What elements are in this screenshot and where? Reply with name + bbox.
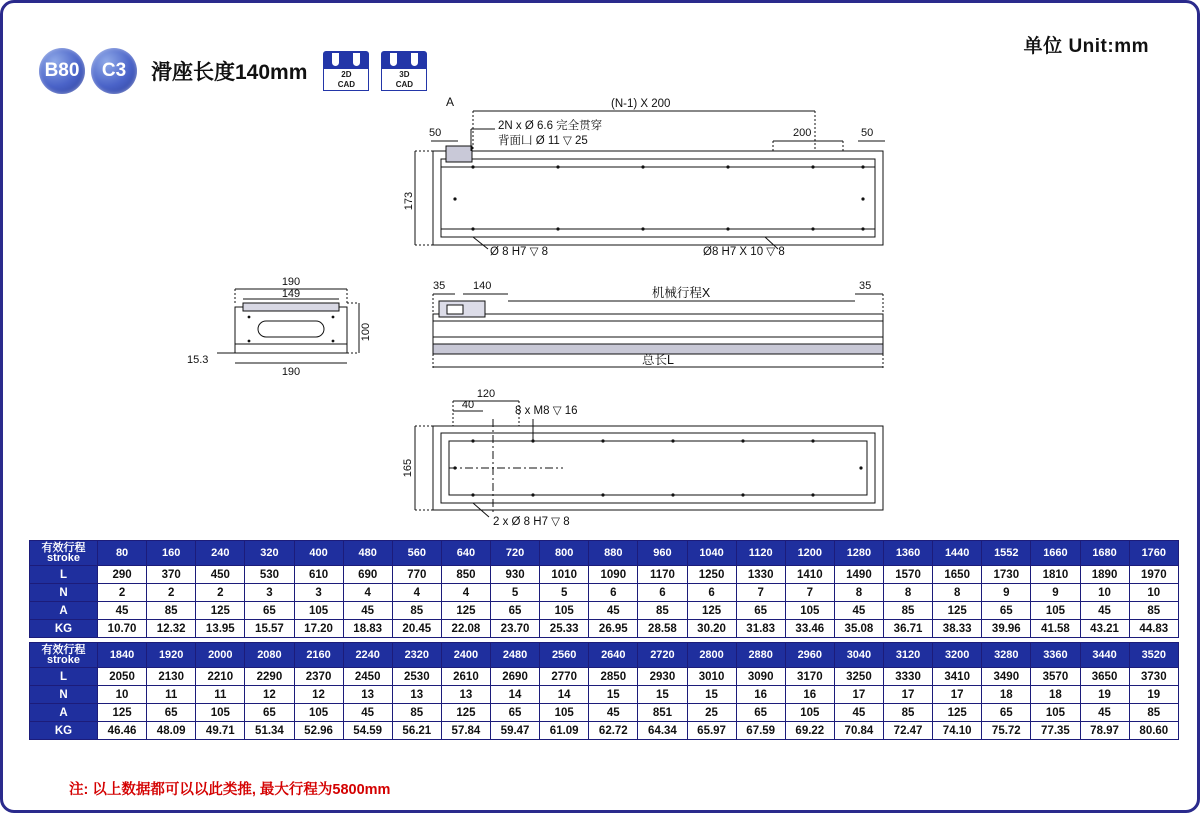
table-cell: 3010 bbox=[687, 668, 736, 686]
table-cell: 2530 bbox=[392, 668, 441, 686]
specification-tables bbox=[29, 540, 1179, 740]
table-cell: 770 bbox=[392, 566, 441, 584]
table-cell: 20.45 bbox=[392, 620, 441, 638]
table-cell: 1810 bbox=[1031, 566, 1080, 584]
label-note-pin: 2 x Ø 8 H7 ▽ 8 bbox=[493, 516, 570, 528]
table-cell: 48.09 bbox=[147, 722, 196, 740]
table-row-stroke-1 bbox=[30, 541, 1179, 566]
table-cell: 13 bbox=[441, 686, 490, 704]
table-cell: 45 bbox=[1080, 602, 1129, 620]
table-cell: 45 bbox=[343, 704, 392, 722]
table-cell: 17 bbox=[933, 686, 982, 704]
table-cell: 2610 bbox=[441, 668, 490, 686]
table-cell: 11 bbox=[196, 686, 245, 704]
label-mechanical-stroke: 机械行程X bbox=[651, 286, 711, 300]
table-cell: 850 bbox=[441, 566, 490, 584]
table-cell: 13.95 bbox=[196, 620, 245, 638]
table-cell: 125 bbox=[441, 602, 490, 620]
table-cell: 1280 bbox=[834, 541, 883, 566]
table-cell: 3090 bbox=[736, 668, 785, 686]
table-cell: 3330 bbox=[884, 668, 933, 686]
table-cell: 17.20 bbox=[294, 620, 343, 638]
table-cell: 3730 bbox=[1129, 668, 1178, 686]
table-cell: 400 bbox=[294, 541, 343, 566]
table-cell: 61.09 bbox=[540, 722, 589, 740]
table-cell: 41.58 bbox=[1031, 620, 1080, 638]
label-dim-120: 120 bbox=[476, 388, 496, 400]
header-badges bbox=[39, 48, 427, 94]
table-cell: 51.34 bbox=[245, 722, 294, 740]
table-cell: 17 bbox=[884, 686, 933, 704]
table-cell: 240 bbox=[196, 541, 245, 566]
label-dim-149: 149 bbox=[281, 288, 301, 300]
table-row-KG-1 bbox=[30, 620, 1179, 638]
table-cell: 12.32 bbox=[147, 620, 196, 638]
table-cell: 3440 bbox=[1080, 643, 1129, 668]
table-cell: 1970 bbox=[1129, 566, 1178, 584]
table-cell: 1890 bbox=[1080, 566, 1129, 584]
table-cell: 3280 bbox=[982, 643, 1031, 668]
table-cell: 10.70 bbox=[98, 620, 147, 638]
table-cell: 49.71 bbox=[196, 722, 245, 740]
table-cell: 18.83 bbox=[343, 620, 392, 638]
cad-3d-icon-top bbox=[381, 51, 427, 68]
table-cell: 2130 bbox=[147, 668, 196, 686]
label-dim-n1x200: (N-1) X 200 bbox=[611, 98, 671, 110]
table-cell: 105 bbox=[294, 602, 343, 620]
table-cell: 36.71 bbox=[884, 620, 933, 638]
table-cell: 3650 bbox=[1080, 668, 1129, 686]
table-cell: 530 bbox=[245, 566, 294, 584]
table-cell: 54.59 bbox=[343, 722, 392, 740]
table-cell: 125 bbox=[687, 602, 736, 620]
table-cell: 18 bbox=[1031, 686, 1080, 704]
table-cell: 3570 bbox=[1031, 668, 1080, 686]
table-cell: 8 bbox=[834, 584, 883, 602]
table-cell: 12 bbox=[294, 686, 343, 704]
label-letter-a: A bbox=[446, 95, 455, 109]
row-label-stroke bbox=[30, 541, 98, 566]
table-cell: 15.57 bbox=[245, 620, 294, 638]
table-cell: 67.59 bbox=[736, 722, 785, 740]
table-cell: 15 bbox=[589, 686, 638, 704]
table-cell: 3520 bbox=[1129, 643, 1178, 668]
table-cell: 1090 bbox=[589, 566, 638, 584]
row-label-a: A bbox=[30, 602, 98, 620]
table-row-L-1 bbox=[30, 566, 1179, 584]
label-dim-190-top: 190 bbox=[281, 276, 301, 288]
table-cell: 65 bbox=[491, 602, 540, 620]
table-cell: 160 bbox=[147, 541, 196, 566]
table-cell: 25 bbox=[687, 704, 736, 722]
table-row-N-1 bbox=[30, 584, 1179, 602]
table-cell: 1010 bbox=[540, 566, 589, 584]
table-cell: 2690 bbox=[491, 668, 540, 686]
table-cell: 65.97 bbox=[687, 722, 736, 740]
table-cell: 57.84 bbox=[441, 722, 490, 740]
table-cell: 125 bbox=[441, 704, 490, 722]
table-row-KG-2 bbox=[30, 722, 1179, 740]
table-cell: 2480 bbox=[491, 643, 540, 668]
table-cell: 1200 bbox=[785, 541, 834, 566]
unit-label: 单位 Unit:mm bbox=[1023, 36, 1149, 57]
table-cell: 2640 bbox=[589, 643, 638, 668]
table-cell: 4 bbox=[441, 584, 490, 602]
table-row-A-1 bbox=[30, 602, 1179, 620]
table-cell: 1410 bbox=[785, 566, 834, 584]
table-cell: 2 bbox=[98, 584, 147, 602]
table-cell: 5 bbox=[491, 584, 540, 602]
table-cell: 12 bbox=[245, 686, 294, 704]
spec-table-block2 bbox=[29, 642, 1179, 740]
table-cell: 2560 bbox=[540, 643, 589, 668]
table-cell: 1040 bbox=[687, 541, 736, 566]
table-cell: 38.33 bbox=[933, 620, 982, 638]
label-note-hole-3: Ø 8 H7 ▽ 8 bbox=[490, 246, 549, 258]
table-cell: 3200 bbox=[933, 643, 982, 668]
table-cell: 45 bbox=[834, 704, 883, 722]
table-cell: 6 bbox=[687, 584, 736, 602]
table-cell: 85 bbox=[884, 704, 933, 722]
table-cell: 3120 bbox=[884, 643, 933, 668]
cad-2d-icon[interactable] bbox=[323, 51, 369, 91]
cad-2d-line2: CAD bbox=[337, 80, 356, 89]
table-cell: 3360 bbox=[1031, 643, 1080, 668]
table-cell: 2080 bbox=[245, 643, 294, 668]
table-cell: 105 bbox=[540, 704, 589, 722]
table-cell: 7 bbox=[785, 584, 834, 602]
technical-drawings bbox=[3, 89, 1200, 534]
label-dim-15-3: 15.3 bbox=[187, 354, 209, 366]
label-note-m8: 8 x M8 ▽ 16 bbox=[515, 405, 578, 417]
footer-note: 注: 以上数据都可以以此类推, 最大行程为5800mm bbox=[69, 782, 391, 798]
table-cell: 3 bbox=[294, 584, 343, 602]
table-cell: 480 bbox=[343, 541, 392, 566]
table-cell: 13 bbox=[392, 686, 441, 704]
stroke-label-en: stroke bbox=[46, 552, 81, 564]
table-cell: 2960 bbox=[785, 643, 834, 668]
table-cell: 15 bbox=[638, 686, 687, 704]
table-cell: 14 bbox=[491, 686, 540, 704]
table-cell: 45 bbox=[589, 602, 638, 620]
spec-table-block1 bbox=[29, 540, 1179, 638]
table-cell: 17 bbox=[834, 686, 883, 704]
table-cell: 85 bbox=[638, 602, 687, 620]
table-cell: 69.22 bbox=[785, 722, 834, 740]
table-cell: 77.35 bbox=[1031, 722, 1080, 740]
table-row-A-2 bbox=[30, 704, 1179, 722]
table-cell: 1650 bbox=[933, 566, 982, 584]
table-cell: 43.21 bbox=[1080, 620, 1129, 638]
table-cell: 65 bbox=[982, 602, 1031, 620]
table-cell: 31.83 bbox=[736, 620, 785, 638]
table-cell: 45 bbox=[343, 602, 392, 620]
label-note-hole-4: Ø8 H7 X 10 ▽ 8 bbox=[703, 246, 785, 258]
row-label-l: L bbox=[30, 566, 98, 584]
table-cell: 16 bbox=[785, 686, 834, 704]
table-cell: 105 bbox=[196, 704, 245, 722]
cad-3d-icon-label bbox=[381, 68, 427, 91]
table-cell: 2770 bbox=[540, 668, 589, 686]
table-row-L-2 bbox=[30, 668, 1179, 686]
table-cell: 930 bbox=[491, 566, 540, 584]
table-cell: 2 bbox=[147, 584, 196, 602]
table-cell: 46.46 bbox=[98, 722, 147, 740]
table-cell: 23.70 bbox=[491, 620, 540, 638]
table-cell: 2160 bbox=[294, 643, 343, 668]
table-cell: 1552 bbox=[982, 541, 1031, 566]
table-cell: 4 bbox=[392, 584, 441, 602]
table-cell: 125 bbox=[933, 704, 982, 722]
stroke-label-en: stroke bbox=[46, 654, 81, 666]
table-cell: 85 bbox=[392, 602, 441, 620]
table-cell: 3410 bbox=[933, 668, 982, 686]
table-cell: 560 bbox=[392, 541, 441, 566]
label-dim-40: 40 bbox=[461, 399, 475, 411]
table-cell: 370 bbox=[147, 566, 196, 584]
table-cell: 1170 bbox=[638, 566, 687, 584]
label-total-length: 总长L bbox=[642, 353, 674, 367]
table-cell: 65 bbox=[491, 704, 540, 722]
table-cell: 3040 bbox=[834, 643, 883, 668]
table-cell: 851 bbox=[638, 704, 687, 722]
label-dim-200: 200 bbox=[793, 127, 812, 139]
table-cell: 105 bbox=[785, 602, 834, 620]
table-cell: 45 bbox=[98, 602, 147, 620]
table-cell: 1730 bbox=[982, 566, 1031, 584]
table-cell: 125 bbox=[98, 704, 147, 722]
table-cell: 33.46 bbox=[785, 620, 834, 638]
table-cell: 125 bbox=[196, 602, 245, 620]
table-cell: 35.08 bbox=[834, 620, 883, 638]
stroke-label-cn: 有效行程 bbox=[41, 542, 86, 554]
table-cell: 56.21 bbox=[392, 722, 441, 740]
table-cell: 690 bbox=[343, 566, 392, 584]
table-cell: 18 bbox=[982, 686, 1031, 704]
table-cell: 74.10 bbox=[933, 722, 982, 740]
table-cell: 2000 bbox=[196, 643, 245, 668]
label-dim-35-right: 35 bbox=[859, 280, 872, 292]
table-cell: 290 bbox=[98, 566, 147, 584]
table-cell: 25.33 bbox=[540, 620, 589, 638]
table-cell: 78.97 bbox=[1080, 722, 1129, 740]
table-cell: 3250 bbox=[834, 668, 883, 686]
table-cell: 2880 bbox=[736, 643, 785, 668]
row-label-n: N bbox=[30, 686, 98, 704]
table-cell: 1330 bbox=[736, 566, 785, 584]
table-cell: 65 bbox=[736, 602, 785, 620]
label-dim-50-right: 50 bbox=[861, 127, 874, 139]
table-cell: 2720 bbox=[638, 643, 687, 668]
table-cell: 2370 bbox=[294, 668, 343, 686]
table-cell: 14 bbox=[540, 686, 589, 704]
table-row-N-2 bbox=[30, 686, 1179, 704]
label-dim-173: 173 bbox=[403, 191, 415, 211]
table-cell: 2050 bbox=[98, 668, 147, 686]
table-cell: 8 bbox=[884, 584, 933, 602]
table-cell: 105 bbox=[1031, 704, 1080, 722]
cad-2d-icon-label bbox=[323, 68, 369, 91]
table-cell: 610 bbox=[294, 566, 343, 584]
table-cell: 62.72 bbox=[589, 722, 638, 740]
table-cell: 65 bbox=[982, 704, 1031, 722]
table-cell: 26.95 bbox=[589, 620, 638, 638]
row-label-a: A bbox=[30, 704, 98, 722]
table-cell: 105 bbox=[785, 704, 834, 722]
table-cell: 105 bbox=[1031, 602, 1080, 620]
label-dim-100: 100 bbox=[360, 322, 372, 342]
table-cell: 30.20 bbox=[687, 620, 736, 638]
cad-2d-line1: 2D bbox=[341, 70, 352, 79]
label-dim-190-bottom: 190 bbox=[281, 366, 301, 378]
drawing-svg bbox=[3, 89, 1200, 534]
table-cell: 6 bbox=[638, 584, 687, 602]
table-cell: 45 bbox=[589, 704, 638, 722]
table-cell: 105 bbox=[540, 602, 589, 620]
table-cell: 2850 bbox=[589, 668, 638, 686]
table-cell: 9 bbox=[1031, 584, 1080, 602]
table-cell: 44.83 bbox=[1129, 620, 1178, 638]
table-cell: 1920 bbox=[147, 643, 196, 668]
table-cell: 85 bbox=[147, 602, 196, 620]
table-cell: 2 bbox=[196, 584, 245, 602]
table-cell: 1840 bbox=[98, 643, 147, 668]
row-label-n: N bbox=[30, 584, 98, 602]
table-cell: 3170 bbox=[785, 668, 834, 686]
stroke-label-cn: 有效行程 bbox=[41, 644, 86, 656]
row-label-kg: KG bbox=[30, 722, 98, 740]
label-dim-165: 165 bbox=[402, 458, 414, 478]
table-cell: 16 bbox=[736, 686, 785, 704]
table-cell: 45 bbox=[834, 602, 883, 620]
table-cell: 85 bbox=[1129, 602, 1178, 620]
cad-3d-line1: 3D bbox=[399, 70, 410, 79]
table-cell: 2290 bbox=[245, 668, 294, 686]
table-cell: 80.60 bbox=[1129, 722, 1178, 740]
table-cell: 10 bbox=[98, 686, 147, 704]
table-cell: 880 bbox=[589, 541, 638, 566]
table-cell: 65 bbox=[147, 704, 196, 722]
table-cell: 72.47 bbox=[884, 722, 933, 740]
table-cell: 52.96 bbox=[294, 722, 343, 740]
table-cell: 70.84 bbox=[834, 722, 883, 740]
table-cell: 5 bbox=[540, 584, 589, 602]
model-description: 滑座长度140mm bbox=[151, 61, 308, 84]
table-cell: 22.08 bbox=[441, 620, 490, 638]
table-cell: 9 bbox=[982, 584, 1031, 602]
table-cell: 2800 bbox=[687, 643, 736, 668]
model-badge-c3: C3 bbox=[91, 48, 137, 94]
table-cell: 39.96 bbox=[982, 620, 1031, 638]
table-cell: 1680 bbox=[1080, 541, 1129, 566]
label-dim-50-left: 50 bbox=[429, 127, 442, 139]
table-cell: 4 bbox=[343, 584, 392, 602]
table-cell: 10 bbox=[1080, 584, 1129, 602]
table-cell: 1250 bbox=[687, 566, 736, 584]
label-dim-140: 140 bbox=[473, 280, 492, 292]
table-cell: 450 bbox=[196, 566, 245, 584]
table-cell: 2450 bbox=[343, 668, 392, 686]
row-label-kg: KG bbox=[30, 620, 98, 638]
table-cell: 800 bbox=[540, 541, 589, 566]
table-cell: 640 bbox=[441, 541, 490, 566]
table-cell: 1760 bbox=[1129, 541, 1178, 566]
table-cell: 45 bbox=[1080, 704, 1129, 722]
table-cell: 320 bbox=[245, 541, 294, 566]
cad-download-icons bbox=[323, 51, 427, 91]
label-note-hole-2: 背面凵 Ø 11 ▽ 25 bbox=[498, 135, 588, 147]
table-cell: 85 bbox=[392, 704, 441, 722]
table-cell: 7 bbox=[736, 584, 785, 602]
table-cell: 80 bbox=[98, 541, 147, 566]
row-label-stroke bbox=[30, 643, 98, 668]
table-cell: 65 bbox=[245, 602, 294, 620]
table-cell: 2210 bbox=[196, 668, 245, 686]
table-cell: 3490 bbox=[982, 668, 1031, 686]
table-cell: 1570 bbox=[884, 566, 933, 584]
table-cell: 85 bbox=[884, 602, 933, 620]
table-cell: 1490 bbox=[834, 566, 883, 584]
table-cell: 125 bbox=[933, 602, 982, 620]
table-cell: 960 bbox=[638, 541, 687, 566]
table-cell: 19 bbox=[1080, 686, 1129, 704]
table-cell: 2240 bbox=[343, 643, 392, 668]
table-cell: 13 bbox=[343, 686, 392, 704]
cad-3d-icon[interactable] bbox=[381, 51, 427, 91]
table-cell: 2320 bbox=[392, 643, 441, 668]
table-cell: 28.58 bbox=[638, 620, 687, 638]
table-cell: 1660 bbox=[1031, 541, 1080, 566]
cad-2d-icon-top bbox=[323, 51, 369, 68]
table-cell: 2400 bbox=[441, 643, 490, 668]
table-cell: 65 bbox=[736, 704, 785, 722]
table-cell: 105 bbox=[294, 704, 343, 722]
table-cell: 75.72 bbox=[982, 722, 1031, 740]
table-cell: 1120 bbox=[736, 541, 785, 566]
table-cell: 3 bbox=[245, 584, 294, 602]
table-cell: 6 bbox=[589, 584, 638, 602]
table-cell: 85 bbox=[1129, 704, 1178, 722]
label-note-hole-1: 2N x Ø 6.6 完全贯穿 bbox=[498, 120, 603, 132]
table-cell: 64.34 bbox=[638, 722, 687, 740]
cad-3d-line2: CAD bbox=[395, 80, 414, 89]
table-cell: 65 bbox=[245, 704, 294, 722]
table-cell: 19 bbox=[1129, 686, 1178, 704]
table-cell: 11 bbox=[147, 686, 196, 704]
model-badge-b80: B80 bbox=[39, 48, 85, 94]
table-cell: 1360 bbox=[884, 541, 933, 566]
table-cell: 720 bbox=[491, 541, 540, 566]
row-label-l: L bbox=[30, 668, 98, 686]
table-cell: 2930 bbox=[638, 668, 687, 686]
table-cell: 8 bbox=[933, 584, 982, 602]
label-dim-35-left: 35 bbox=[433, 280, 446, 292]
table-cell: 1440 bbox=[933, 541, 982, 566]
table-row-stroke-2 bbox=[30, 643, 1179, 668]
table-cell: 15 bbox=[687, 686, 736, 704]
table-cell: 10 bbox=[1129, 584, 1178, 602]
table-cell: 59.47 bbox=[491, 722, 540, 740]
